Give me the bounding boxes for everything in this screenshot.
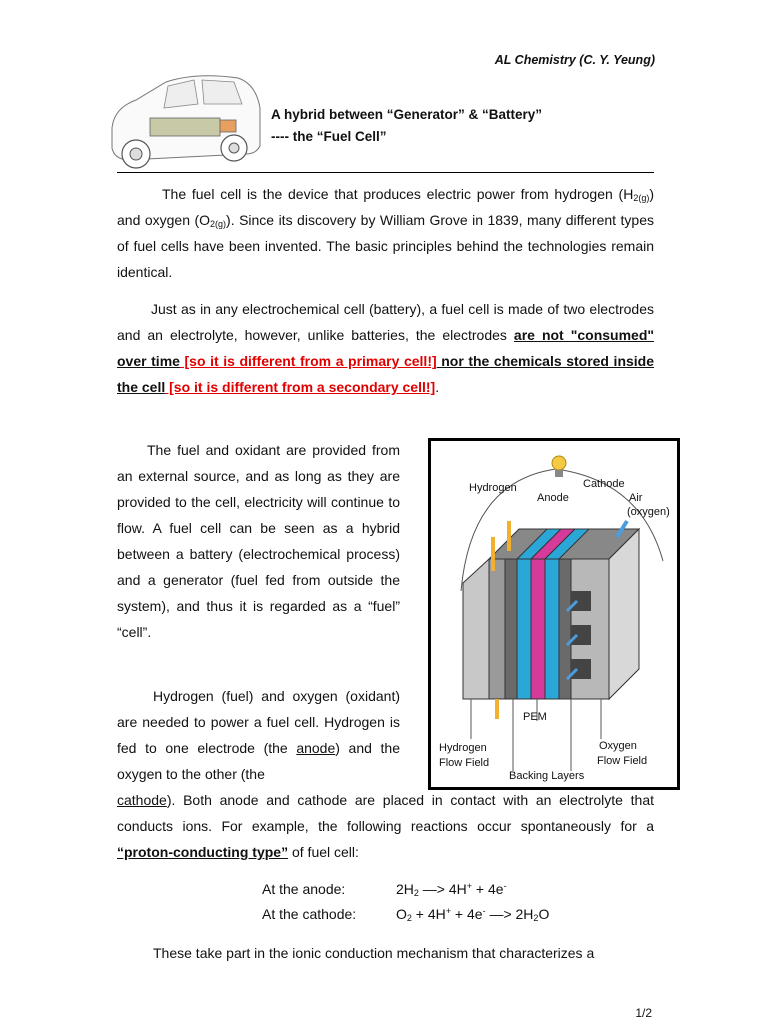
term-proton-conducting: “proton-conducting type”	[117, 844, 289, 860]
label-anode: Anode	[537, 492, 569, 504]
paragraph-hydrogen-oxygen	[117, 683, 400, 787]
text: ). Since its discovery by William Grove in 1839, many different types of fuel cells have been invented. The basic principles behind the technologies remain identical.	[117, 212, 654, 280]
anode-equation	[396, 879, 507, 899]
subscript: 2(g)	[210, 219, 227, 229]
course-header: AL Chemistry (C. Y. Yeung)	[494, 53, 655, 67]
paragraph-hybrid: The fuel and oxidant are provided from an external source, and as long as they are provided to the cell, electricity will continue to flow. A fuel cell can be seen as a hybrid between a battery (electrochemical process) and a generator (fuel fed from outside the system), and thus it is regarded as a “fuel” “cell”.	[117, 442, 400, 640]
text: O	[396, 906, 407, 922]
paragraph-electrolyte	[117, 787, 654, 865]
label-hydrogen-flow-2: Flow Field	[439, 757, 490, 769]
text: + 4e	[451, 906, 483, 922]
text: O	[538, 906, 550, 922]
fuel-cell-diagram	[428, 438, 680, 790]
subscript: 2(g)	[633, 193, 650, 203]
label-oxygen-flow-1: Oxygen	[599, 740, 637, 752]
text: ) and the oxygen to the other (the	[117, 740, 400, 782]
text: .	[435, 379, 440, 395]
anode-label: At the anode:	[262, 881, 346, 897]
text: Hydrogen (fuel) and oxygen (oxidant) are needed to power a fuel cell. Hydrogen is fed to one electrode (the	[117, 688, 400, 756]
pem-layer	[531, 559, 545, 699]
label-backing-layers: Backing Layers	[509, 770, 585, 782]
label-hydrogen-flow-1: Hydrogen	[439, 742, 487, 754]
title-line-2: ---- the “Fuel Cell”	[271, 129, 387, 144]
label-air: Air	[629, 492, 643, 504]
cathode-layer	[545, 559, 559, 699]
label-pem: PEM	[523, 711, 547, 723]
superscript: +	[466, 881, 473, 891]
text: —> 4H	[418, 881, 467, 897]
cathode-label: At the cathode:	[262, 906, 357, 922]
emphasis-chemicals: nor the chemicals stored inside the cell	[117, 353, 655, 395]
emphasis-not-consumed: are not "consumed" over time	[117, 327, 655, 369]
note-secondary-cell: [so it is different from a secondary cell!]	[165, 379, 436, 395]
superscript: +	[445, 906, 452, 916]
superscript: -	[482, 906, 486, 916]
superscript: -	[503, 881, 507, 891]
text: + 4e	[472, 881, 504, 897]
term-anode: anode	[296, 740, 336, 756]
text: of fuel cell:	[288, 844, 359, 860]
document-title	[271, 104, 542, 148]
text: The fuel cell is the device that produces electric power from hydrogen (H	[162, 186, 634, 202]
paragraph-intro	[117, 181, 654, 285]
text: + 4H	[411, 906, 446, 922]
cathode-equation	[396, 904, 549, 924]
note-primary-cell: [so it is different from a primary cell!]	[179, 353, 437, 369]
label-oxygen: (oxygen)	[627, 506, 670, 518]
text: Just as in any electrochemical cell (battery), a fuel cell is made of two electrodes and an electrolyte, however, unlike batteries, the electrodes	[117, 301, 654, 343]
subscript: 2	[413, 888, 419, 898]
subscript: 2	[533, 913, 539, 923]
text: ). Both anode and cathode are placed in contact with an electrolyte that conducts ions. For example, the following reactions occur spontaneously for a	[117, 792, 654, 834]
term-cathode: cathode	[117, 792, 167, 808]
title-divider	[117, 172, 654, 173]
text: —> 2H	[485, 906, 534, 922]
paragraph-electrodes	[117, 296, 654, 400]
text: ) and oxygen (O	[117, 186, 654, 228]
label-cathode: Cathode	[583, 478, 625, 490]
label-hydrogen: Hydrogen	[469, 482, 517, 494]
car-illustration	[106, 68, 264, 174]
paragraph-ionic-conduction: These take part in the ionic conduction mechanism that characterizes a	[153, 945, 595, 961]
anode-layer	[517, 559, 531, 699]
subscript: 2	[406, 913, 412, 923]
label-oxygen-flow-2: Flow Field	[597, 755, 648, 767]
page-number: 1/2	[635, 1006, 652, 1020]
title-line-1: A hybrid between “Generator” & “Battery”	[271, 107, 543, 122]
text: 2H	[396, 881, 414, 897]
